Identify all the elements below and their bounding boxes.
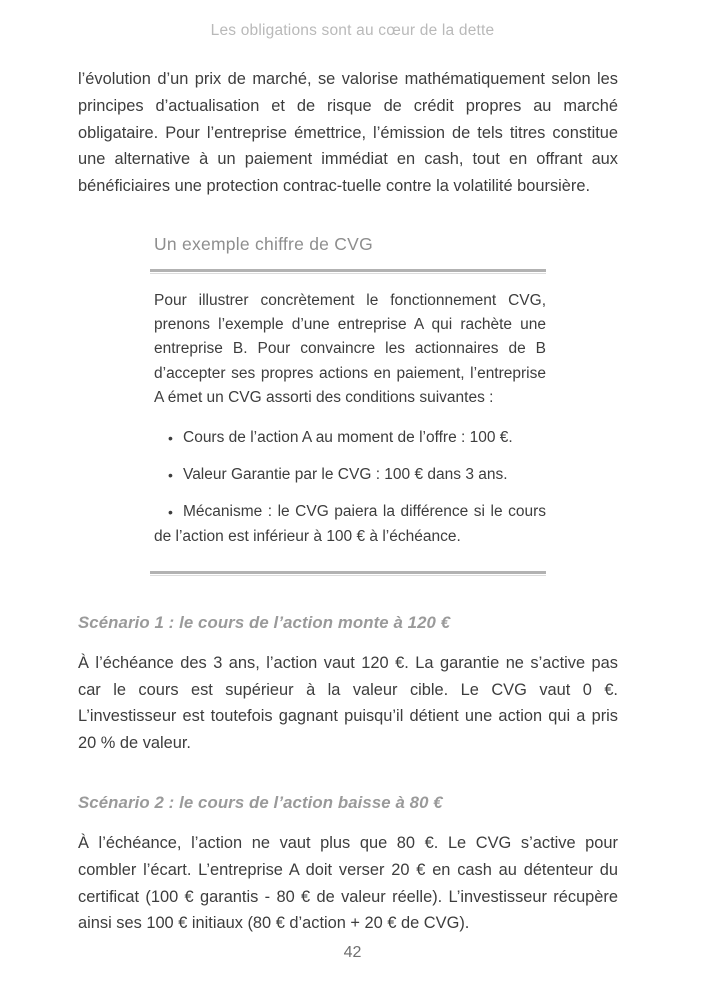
- list-item-text: Valeur Garantie par le CVG : 100 € dans 3 ans.: [183, 466, 508, 484]
- list-item: [154, 500, 546, 548]
- intro-paragraph: l’évolution d’un prix de marché, se valorise mathématiquement selon les principes d’actualisation et de risque de crédit propres au marché obligataire. Pour l’entreprise émettrice, l’émission de tels titres constitue une alternative à un paiement immédiat en cash, tout en offrant aux bénéficiaires une protection contrac-tuelle contre la volatilité boursière.: [78, 70, 618, 196]
- callout-intro-paragraph: Pour illustrer concrètement le fonctionnement CVG, prenons l’exemple d’une entreprise A qui rachète une entreprise B. Pour convaincre les actionnaires de B d’accepter ses propres actions en paiement, l’entreprise A émet un CVG assorti des conditions suivantes :: [154, 291, 546, 406]
- rule-thick-line: [150, 269, 546, 272]
- callout-top-rule: [150, 269, 546, 275]
- list-item-text: Cours de l’action A au moment de l’offre : 100 €.: [183, 429, 513, 446]
- rule-thin-line: [150, 575, 546, 576]
- list-item: [154, 426, 546, 450]
- rule-thick-line: [150, 571, 546, 574]
- scenario-2-paragraph: À l’échéance, l’action ne vaut plus que 80 €. Le CVG s’active pour combler l’écart. L’entreprise A doit verser 20 € en cash au détenteur du certificat (100 € garantis - 80 € de valeur réelle). L’investisseur récupère ainsi ses 100 € initiaux (80 € d’action + 20 € de CVG).: [78, 834, 618, 933]
- callout-title: Un exemple chiffre de CVG: [154, 233, 373, 254]
- scenario-1-heading: Scénario 1 : le cours de l’action monte à 120 €: [78, 612, 451, 632]
- callout-bottom-rule: [150, 571, 546, 577]
- callout-body: [150, 275, 546, 565]
- bullet-icon: •: [168, 430, 173, 446]
- scenario-1-paragraph: À l’échéance des 3 ans, l’action vaut 120 €. La garantie ne s’active pas car le cours est supérieur à la valeur cible. Le CVG vaut 0 €. L’investisseur est toutefois gagnant puisqu’il détient une action qui a pris 20 % de valeur.: [78, 653, 618, 753]
- list-item-text: Mécanisme : le CVG paiera la différence si le cours de l’action est inférieur à 100 € à l’échéance.: [154, 503, 546, 545]
- rule-thin-line: [150, 273, 546, 274]
- list-item: [154, 463, 546, 487]
- page-number: 42: [343, 944, 362, 961]
- bullet-icon: •: [168, 467, 173, 484]
- bullet-icon: •: [168, 504, 173, 521]
- callout-bullet-list: [154, 426, 546, 549]
- callout-box: [150, 234, 546, 577]
- running-header: Les obligations sont au cœur de la dette: [210, 22, 495, 39]
- scenario-2-heading: Scénario 2 : le cours de l’action baisse à 80 €: [78, 793, 443, 812]
- page-content: [78, 66, 618, 937]
